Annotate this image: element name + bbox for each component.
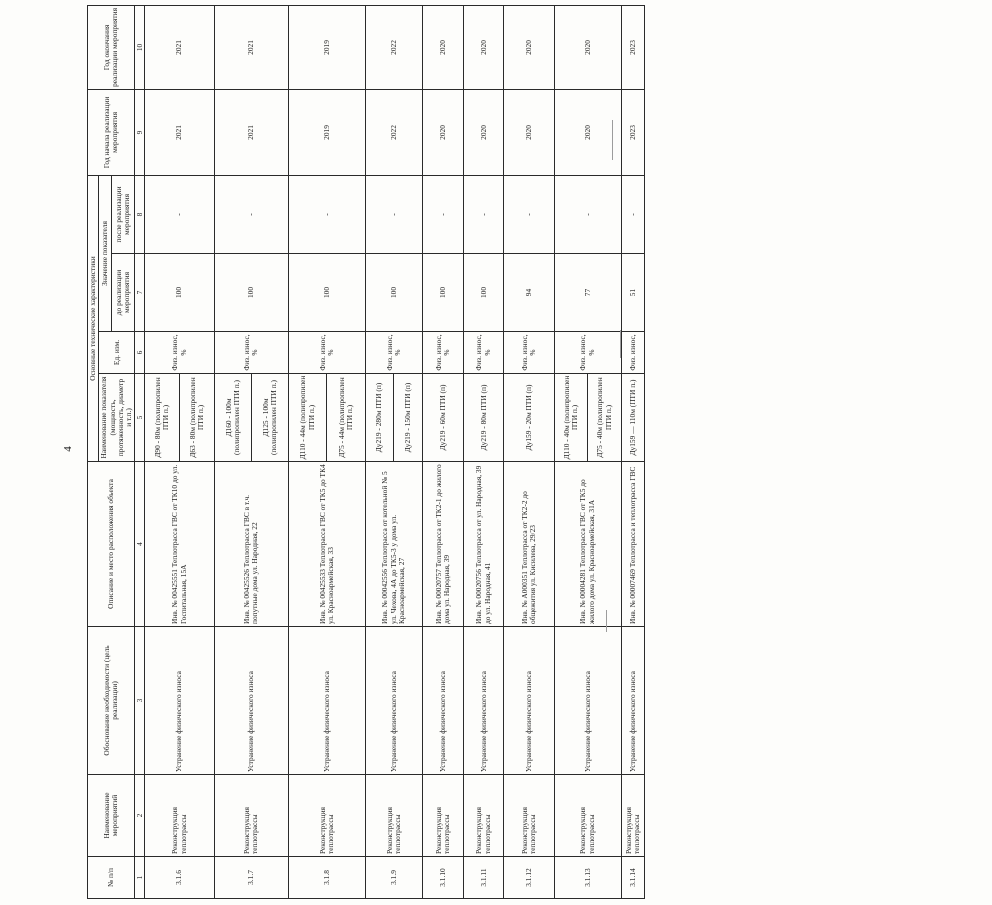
row-description: Инв. № 00425526 Теплотрасса ГВС в т.ч. попутные дома ул. Народная, 22 [214, 462, 288, 627]
row-params: Ду159 — 110м (ПТИ п.) [621, 374, 645, 462]
header-tech-group: Основные технические характеристики [88, 175, 99, 461]
row-end-year: 2023 [621, 5, 645, 89]
header-name: Наименование мероприятий [88, 775, 135, 857]
row-after: - [504, 175, 554, 253]
row-reason: Устранение физического износа [214, 627, 288, 775]
row-after: - [365, 175, 422, 253]
row-measure-name: Реконструкция теплотрассы [365, 775, 422, 857]
row-measure-name: Реконструкция теплотрассы [423, 775, 464, 857]
row-end-year: 2020 [504, 5, 554, 89]
param-value: Ду219 - 150м ПТИ (п) [403, 382, 413, 453]
header-row-1 [88, 5, 99, 898]
row-after: - [554, 175, 621, 253]
row-number: 3.1.6 [145, 857, 214, 899]
column-number: 4 [135, 462, 145, 627]
page-number: 4 [62, 446, 74, 452]
param-value: Д125 - 100м (полипропилен ПТИ п.) [260, 380, 278, 455]
column-number: 5 [135, 374, 145, 462]
row-start-year: 2020 [504, 89, 554, 175]
table-row [621, 5, 645, 898]
row-after: - [145, 175, 214, 253]
table-row [289, 5, 366, 898]
row-reason: Устранение физического износа [554, 627, 621, 775]
row-measure-name: Реконструкция теплотрассы [145, 775, 214, 857]
row-measure-name: Реконструкция теплотрассы [463, 775, 504, 857]
row-end-year: 2020 [423, 5, 464, 89]
row-before: 94 [504, 254, 554, 332]
row-before: 51 [621, 254, 645, 332]
table-row [145, 5, 214, 898]
row-measure-name: Реконструкция теплотрассы [554, 775, 621, 857]
row-reason: Устранение физического износа [504, 627, 554, 775]
column-number: 2 [135, 775, 145, 857]
row-params: Ду219 - 80м ПТИ (п) [463, 374, 504, 462]
row-description: Инв. № 00004281 Теплотрасса ГВС от ТК5 до жилого дома ул. Красноармейская, 31А [554, 462, 621, 627]
header-after: после реализации мероприятия [112, 175, 135, 253]
param-value: Ду219 - 280м ПТИ (п) [366, 374, 394, 461]
row-start-year: 2021 [214, 89, 288, 175]
param-value: Д110 - 44м (полипропилен ПТИ п.) [289, 374, 327, 461]
table-row [463, 5, 504, 898]
row-start-year: 2020 [554, 89, 621, 175]
row-unit: Физ. износ, % [423, 332, 464, 374]
row-params [214, 374, 288, 462]
row-end-year: 2020 [554, 5, 621, 89]
column-number: 1 [135, 857, 145, 899]
column-number-row [135, 5, 145, 898]
row-start-year: 2022 [365, 89, 422, 175]
row-description: Инв. № 00020757 Теплотрасса от ТК2-1 до жилого дома ул. Народная, 39 [423, 462, 464, 627]
row-number: 3.1.8 [289, 857, 366, 899]
row-end-year: 2019 [289, 5, 366, 89]
row-description: Инв. № 00020756 Теплотрасса от ул. Народная, 39 до ул. Народная, 41 [463, 462, 504, 627]
row-before: 100 [289, 254, 366, 332]
row-reason: Устранение физического износа [289, 627, 366, 775]
row-measure-name: Реконструкция теплотрассы [621, 775, 645, 857]
header-before: до реализации мероприятия [112, 254, 135, 332]
column-number: 9 [135, 89, 145, 175]
row-start-year: 2020 [423, 89, 464, 175]
row-before: 100 [145, 254, 214, 332]
row-before: 100 [423, 254, 464, 332]
row-start-year: 2020 [463, 89, 504, 175]
row-after: - [289, 175, 366, 253]
column-number: 7 [135, 254, 145, 332]
param-value: Д160 - 100м (полипропилен ПТИ п.) [215, 374, 252, 461]
column-number: 10 [135, 5, 145, 89]
row-after: - [621, 175, 645, 253]
header-param: Наименование показателя (мощность, протяженность, диаметр и т.п.) [99, 374, 135, 462]
row-after: - [214, 175, 288, 253]
param-value: Д63 - 80м (полипропилен ПТИ п.) [187, 377, 205, 458]
table-row [365, 5, 422, 898]
row-reason: Устранение физического износа [621, 627, 645, 775]
header-value-group: Значение показателя [99, 175, 112, 331]
row-number: 3.1.11 [463, 857, 504, 899]
row-end-year: 2020 [463, 5, 504, 89]
row-description: Инв. № 00007469 Теплотрасса и теплотрасса ГВС [621, 462, 645, 627]
characteristics-table [87, 5, 645, 899]
row-measure-name: Реконструкция теплотрассы [289, 775, 366, 857]
param-value: Д75 - 40м (полипропилен ПТИ п.) [595, 377, 613, 458]
row-reason: Устранение физического износа [463, 627, 504, 775]
row-params [145, 374, 214, 462]
header-start-year: Год начала реализации мероприятия [88, 89, 135, 175]
row-unit: Физ. износ, % [554, 332, 621, 374]
row-before: 100 [214, 254, 288, 332]
column-number: 8 [135, 175, 145, 253]
row-params [365, 374, 422, 462]
row-unit: Физ. износ, % [214, 332, 288, 374]
row-start-year: 2019 [289, 89, 366, 175]
header-reason: Обоснование необходимости (цель реализации) [88, 627, 135, 775]
scan-artifact [612, 120, 613, 160]
row-end-year: 2022 [365, 5, 422, 89]
param-value: Д90 - 80м (полипропилен ПТИ п.) [145, 374, 179, 461]
row-before: 100 [365, 254, 422, 332]
column-number: 6 [135, 332, 145, 374]
param-value: Д110 - 40м (полипропилен ПТИ п.) [555, 374, 588, 461]
row-description: Инв. № 00425551 Теплотрасса ГВС от ТК10 до ул. Госпитальная, 15А [145, 462, 214, 627]
row-measure-name: Реконструкция теплотрассы [504, 775, 554, 857]
row-unit: Физ. износ, % [289, 332, 366, 374]
row-start-year: 2023 [621, 89, 645, 175]
row-number: 3.1.9 [365, 857, 422, 899]
row-reason: Устранение физического износа [145, 627, 214, 775]
scan-artifact [606, 610, 607, 632]
row-unit: Физ. износ, [621, 332, 645, 374]
row-number: 3.1.7 [214, 857, 288, 899]
row-params: Ду159 - 20м ПТИ (п) [504, 374, 554, 462]
row-params: Ду219 - 60м ПТИ (п) [423, 374, 464, 462]
row-unit: Физ. износ, % [145, 332, 214, 374]
row-unit: Физ. износ, % [365, 332, 422, 374]
table-row [423, 5, 464, 898]
param-value: Д75 - 44м (полипропилен ПТИ п.) [336, 377, 354, 458]
row-before: 100 [463, 254, 504, 332]
row-params [554, 374, 621, 462]
row-reason: Устранение физического износа [365, 627, 422, 775]
row-params [289, 374, 366, 462]
header-unit: Ед. изм. [99, 332, 135, 374]
header-desc: Описание и место расположения объекта [88, 462, 135, 627]
row-number: 3.1.10 [423, 857, 464, 899]
rotated-page [87, 0, 992, 887]
row-description: Инв. № А000351 Теплотрасса от ТК2-2 до общежития ул. Кисилева, 29/23 [504, 462, 554, 627]
row-after: - [463, 175, 504, 253]
table-wrapper [87, 6, 640, 899]
row-unit: Физ. износ, % [504, 332, 554, 374]
row-description: Инв. № 00425533 Теплотрасса ГВС от ТК5 до ТК4 ул. Красноармейская, 33 [289, 462, 366, 627]
header-num: № п/п [88, 857, 135, 899]
scan-artifact [620, 330, 621, 358]
row-before: 77 [554, 254, 621, 332]
row-number: 3.1.12 [504, 857, 554, 899]
row-measure-name: Реконструкция теплотрассы [214, 775, 288, 857]
table-row [214, 5, 288, 898]
row-reason: Устранение физического износа [423, 627, 464, 775]
row-description: Инв. № 00042556 Теплотрасса от котельной № 5 ул. Чехова, 4А до ТК5-3 у дома ул. Красноармейская, 27 [365, 462, 422, 627]
row-number: 3.1.13 [554, 857, 621, 899]
header-end-year: Год окончания реализации мероприятия [88, 5, 135, 89]
column-number: 3 [135, 627, 145, 775]
row-unit: Физ. износ, % [463, 332, 504, 374]
row-after: - [423, 175, 464, 253]
row-end-year: 2021 [214, 5, 288, 89]
row-end-year: 2021 [145, 5, 214, 89]
row-number: 3.1.14 [621, 857, 645, 899]
table-row [504, 5, 554, 898]
row-start-year: 2021 [145, 89, 214, 175]
